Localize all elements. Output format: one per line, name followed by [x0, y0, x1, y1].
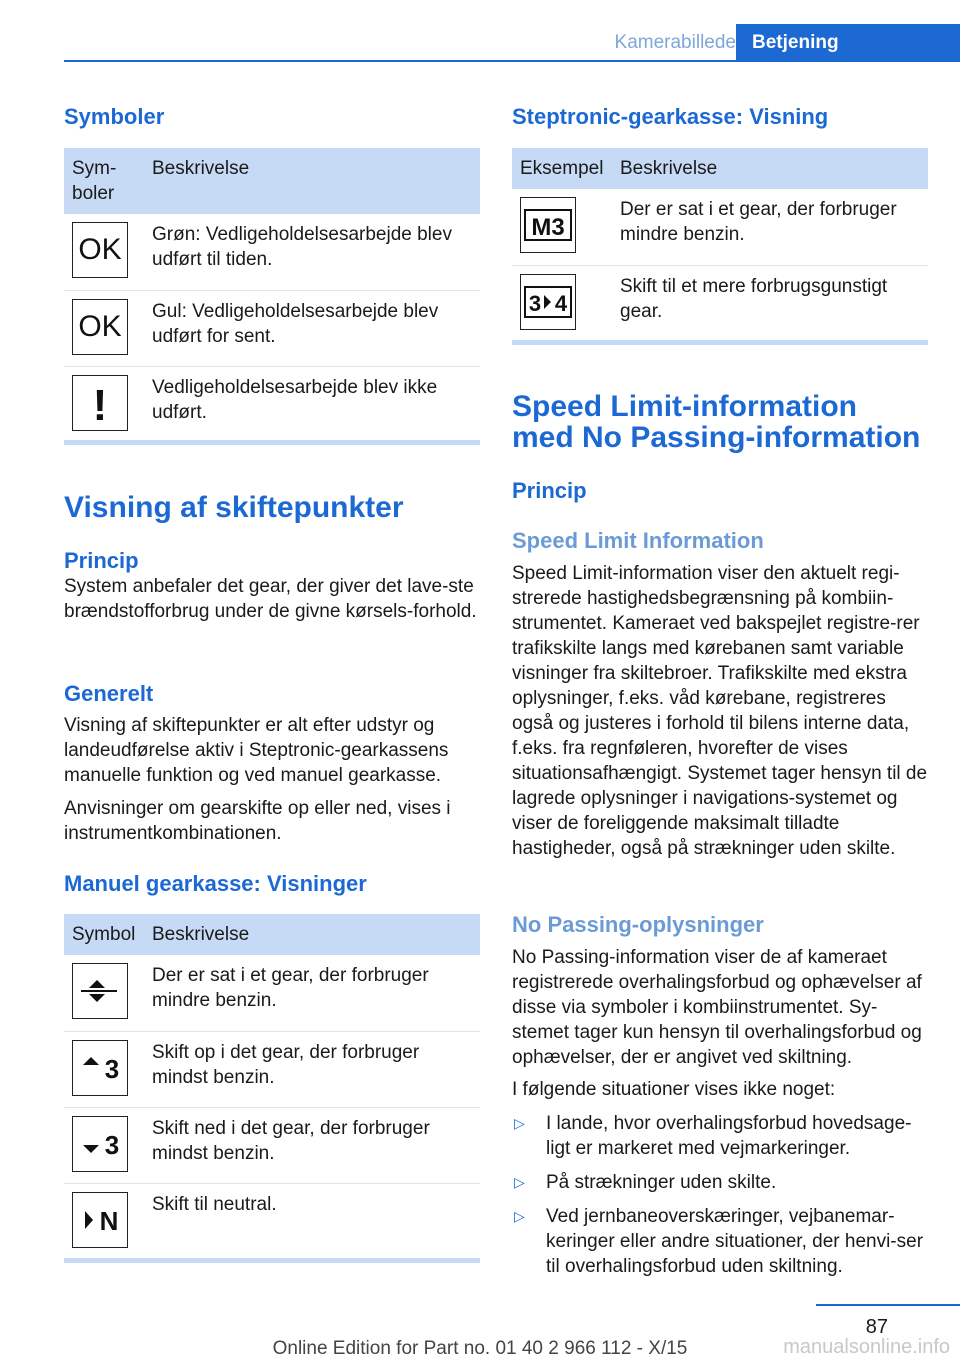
symbols-table	[64, 148, 480, 442]
header-tab-kamerabillede[interactable]: Kamerabillede	[614, 32, 736, 53]
ok-icon-text: OK	[78, 233, 122, 266]
sli-text: Speed Limit-information viser den aktuelt regi-strerede hastighedsbegrænsning på kombiin-strumentet. Kameraet ved bakspejlet registre-rer trafikskilte langs med kørebanen samt variable visninger fra skiltebroer. Trafikskilte med ekstra oplysninger, f.eks. våd kørebane, registreres også og justeres i forhold til bilens interne data, f.eks. fra regnføleren, hvorefter de vises situationsafhængigt. Systemet tager hensyn til de lagrede oplysninger i navigations-systemet og viser de foreliggende maksimalt tilladte hastigheder, også på strækninger uden skilte.	[512, 563, 928, 859]
neutral-icon	[72, 1192, 128, 1248]
list-item: ▷ På strækninger uden skilte.	[514, 1172, 777, 1193]
table-row	[64, 1183, 480, 1259]
description-col-header: Beskrivelse	[612, 148, 928, 189]
table-end-rule	[512, 340, 928, 345]
symbol-col-header: Symbol	[64, 914, 144, 955]
principle-text: System anbefaler det gear, der giver det lave-ste brændstofforbrug under de givne kørsels-forhold.	[64, 576, 477, 622]
header-tab-betjening[interactable]: Betjening	[736, 24, 960, 62]
speed-limit-heading-line-1: Speed Limit-information	[512, 390, 857, 423]
no-passing-text: No Passing-information viser de af kameraet registrerede overhalingsforbud og ophævelser af disse via symboler i kombiinstrumentet. Sy-stemet tager kun hensyn til overhalingsforbud og ophævelser, der er angivet ved skiltning.	[512, 947, 922, 1068]
symbols-col-header: Sym- boler	[64, 148, 144, 214]
steptronic-table	[512, 148, 928, 341]
triangle-bullet-icon: ▷	[514, 1174, 525, 1190]
symbols-heading: Symboler	[64, 104, 165, 129]
ok-icon-text: OK	[78, 309, 122, 343]
description-col-header: Beskrivelse	[144, 914, 480, 955]
table-row	[64, 1107, 480, 1183]
up-down-arrows-icon	[72, 963, 128, 1019]
table-row	[64, 955, 480, 1031]
triangle-bullet-icon: ▷	[514, 1208, 525, 1224]
table-cell-desc: Skift op i det gear, der forbruger mindst benzin.	[144, 1031, 480, 1107]
page-number-rule	[816, 1304, 960, 1306]
exclamation-icon-text: !	[92, 380, 108, 430]
example-col-header: Eksempel	[512, 148, 612, 189]
manual-gearbox-table	[64, 914, 480, 1259]
table-cell-desc: Grøn: Vedligeholdelsesarbejde blev udført til tiden.	[144, 214, 480, 290]
m3-icon	[520, 197, 576, 253]
header-rule	[64, 60, 960, 62]
svg-text:4: 4	[554, 290, 568, 316]
watermark: manualsonline.info	[783, 1336, 950, 1358]
gear-number: 3	[104, 1053, 120, 1084]
list-item: ▷ Ved jernbaneoverskæringer, vejbanemar-keringer eller andre situationer, der henvi-ser til overhalingsforbud uden skiltning.	[514, 1206, 924, 1277]
situations-intro: I følgende situationer vises ikke noget:	[512, 1079, 836, 1100]
steptronic-heading: Steptronic-gearkasse: Visning	[512, 104, 829, 129]
table-end-rule	[64, 440, 480, 445]
shift-3-4-icon	[520, 274, 576, 330]
manual-gearbox-heading: Manuel gearkasse: Visninger	[64, 871, 367, 896]
ok-yellow-icon	[72, 299, 128, 355]
shift-up-icon	[72, 1040, 128, 1096]
page-number: 87	[865, 1316, 888, 1338]
no-passing-heading: No Passing-oplysninger	[512, 912, 764, 937]
footer-edition-text: Online Edition for Part no. 01 40 2 966 112 - X/15	[272, 1338, 688, 1359]
svg-text:3: 3	[528, 290, 542, 316]
exclamation-icon	[72, 375, 128, 431]
table-row	[512, 189, 928, 265]
triangle-bullet-icon: ▷	[514, 1115, 525, 1131]
table-end-rule	[64, 1258, 480, 1263]
table-row	[64, 1031, 480, 1107]
speed-limit-heading-line-2: med No Passing-information	[512, 421, 921, 454]
neutral-letter: N	[99, 1205, 119, 1236]
description-col-header: Beskrivelse	[144, 148, 480, 214]
table-cell-desc: Skift til neutral.	[152, 1193, 277, 1215]
shift-points-heading: Visning af skiftepunkter	[64, 491, 404, 524]
list-item: ▷ I lande, hvor overhalingsforbud hovedsage-ligt er markeret med vejmarkeringer.	[514, 1113, 912, 1159]
general-text-2: Anvisninger om gearskifte op eller ned, vises i instrumentkombinationen.	[64, 798, 451, 844]
table-cell-desc: Der er sat i et gear, der forbruger mindre benzin.	[144, 955, 480, 1031]
table-cell-desc: Der er sat i et gear, der forbruger mindre benzin.	[612, 189, 928, 265]
ok-green-icon	[72, 222, 128, 278]
table-cell-desc: Gul: Vedligeholdelsesarbejde blev udført for sent.	[144, 290, 480, 366]
general-text-1: Visning af skiftepunkter er alt efter udstyr og landeudførelse aktiv i Steptronic-gearkassens manuelle funktion og ved manuel gearkasse.	[64, 715, 449, 786]
shift-down-icon	[72, 1116, 128, 1172]
table-row	[512, 265, 928, 341]
principle-heading: Princip	[64, 548, 139, 573]
table-row	[64, 214, 480, 290]
situations-list	[512, 1111, 928, 1288]
sli-heading: Speed Limit Information	[512, 528, 764, 553]
m3-icon-text: M3	[531, 214, 565, 241]
table-cell-desc: Skift ned i det gear, der forbruger mindst benzin.	[144, 1107, 480, 1183]
table-row	[64, 366, 480, 442]
table-cell-desc: Skift til et mere forbrugsgunstigt gear.	[620, 275, 888, 322]
table-row	[64, 290, 480, 366]
gear-number: 3	[104, 1129, 120, 1160]
general-heading: Generelt	[64, 681, 154, 706]
principle-heading: Princip	[512, 478, 587, 503]
table-cell-desc: Vedligeholdelsesarbejde blev ikke udført.	[152, 376, 438, 423]
